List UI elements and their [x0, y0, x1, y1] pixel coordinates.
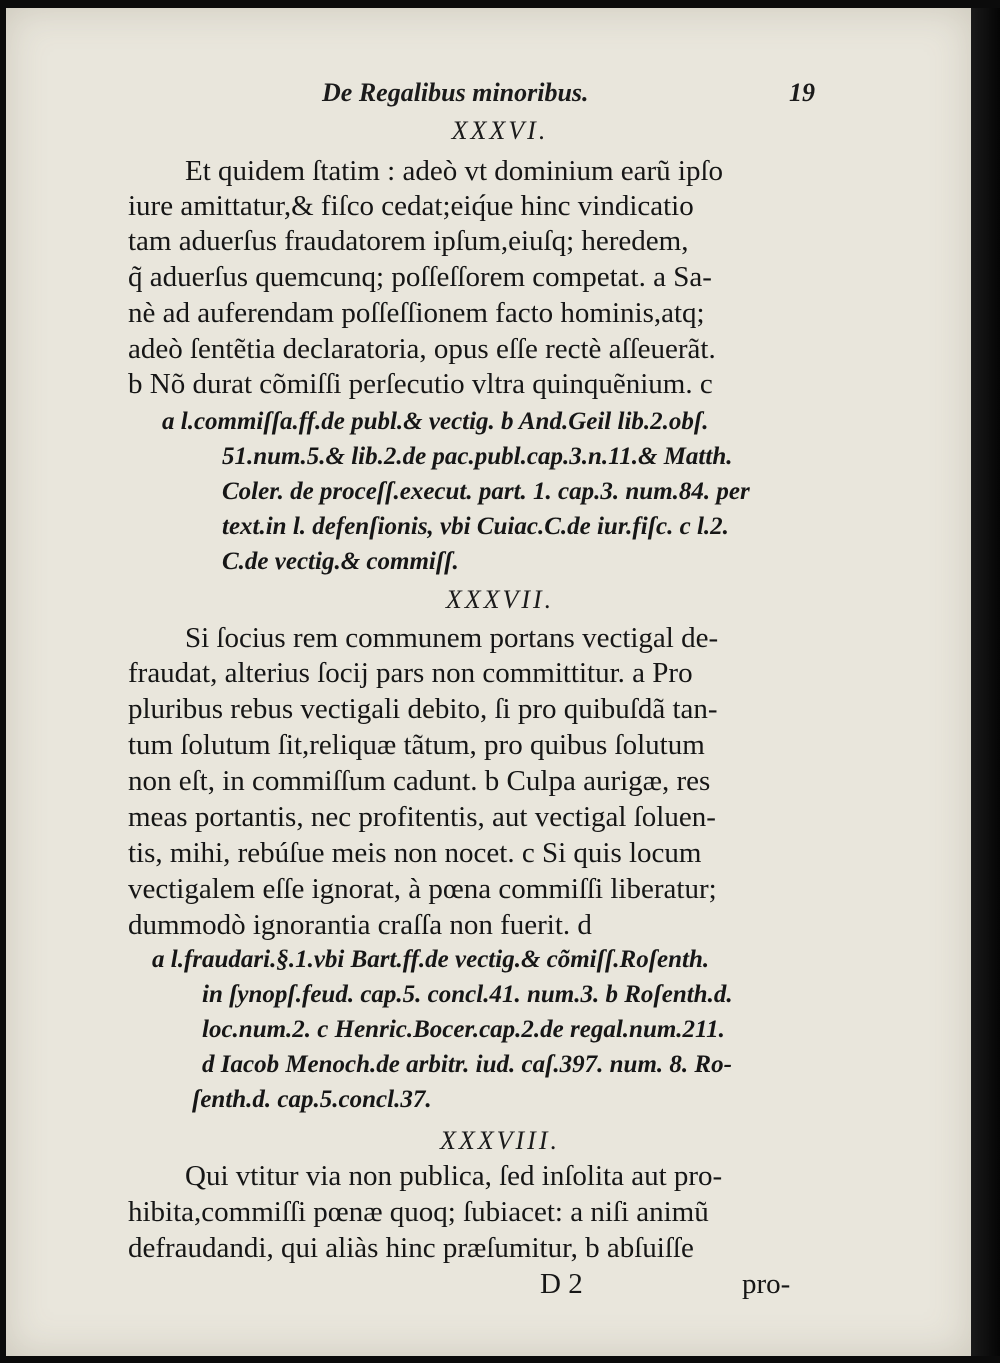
body-line: hibita,commiſſi pœnæ quoq; ſubiacet: a niſi animũ	[128, 1196, 709, 1228]
body-line: tam aduerſus fraudatorem ipſum,eiuſq; heredem,	[128, 225, 689, 257]
footnote-line: loc.num.2. c Henric.Bocer.cap.2.de regal.num.211.	[202, 1016, 725, 1043]
body-line: fraudat, alterius ſocij pars non committitur. a Pro	[128, 657, 693, 689]
catchword: pro-	[742, 1268, 791, 1300]
footnote-line: d Iacob Menoch.de arbitr. iud. caſ.397. num. 8. Ro-	[202, 1051, 732, 1078]
footnote-line: 51.num.5.& lib.2.de pac.publ.cap.3.n.11.& Matth.	[222, 443, 733, 470]
body-line: Et quidem ſtatim : adeò vt dominium earũ ipſo	[185, 155, 724, 187]
body-line: b Nõ durat cõmiſſi perſecutio vltra quinquẽnium. c	[128, 368, 713, 400]
body-line: dummodò ignorantia craſſa non fuerit. d	[128, 909, 592, 941]
footnote-line: Coler. de proceſſ.execut. part. 1. cap.3. num.84. per	[222, 478, 750, 505]
section-heading-38: XXXVIII.	[439, 1126, 560, 1155]
body-line: adeò ſentẽtia declaratoria, opus eſſe rectè aſſeuerãt.	[128, 333, 716, 365]
section-heading-36: XXXVI.	[451, 116, 549, 145]
footnote-line: text.in l. defenſionis, vbi Cuiac.C.de iur.fiſc. c l.2.	[222, 513, 729, 540]
section-heading-37: XXXVII.	[445, 585, 555, 614]
body-line: non eſt, in commiſſum cadunt. b Culpa aurigæ, res	[128, 765, 711, 797]
body-line: pluribus rebus vectigali debito, ſi pro quibuſdã tan-	[128, 693, 718, 725]
footnote-line: a l.commiſſa.ff.de publ.& vectig. b And.Geil lib.2.obſ.	[162, 408, 709, 435]
signature-mark: D 2	[540, 1268, 583, 1300]
body-line: Si ſocius rem communem portans vectigal de-	[185, 622, 719, 654]
body-line: tis, mihi, rebúſue meis non nocet. c Si quis locum	[128, 837, 702, 869]
page-number: 19	[789, 78, 815, 107]
body-line: meas portantis, nec profitentis, aut vectigal ſoluen-	[128, 801, 716, 833]
body-line: defraudandi, qui aliàs hinc præſumitur, b abſuiſſe	[128, 1232, 694, 1264]
running-title: De Regalibus minoribus.	[322, 78, 589, 107]
body-line: iure amittatur,& fiſco cedat;eiq́ue hinc vindicatio	[128, 190, 694, 222]
body-line: vectigalem eſſe ignorat, à pœna commiſſi liberatur;	[128, 873, 717, 905]
footnote-line: ſenth.d. cap.5.concl.37.	[192, 1086, 432, 1113]
body-line: tum ſolutum ſit,reliquæ tãtum, pro quibus ſolutum	[128, 729, 705, 761]
footnote-line: C.de vectig.& commiſſ.	[222, 548, 459, 575]
body-line: nè ad auferendam poſſeſſionem facto hominis,atq;	[128, 297, 705, 329]
page-header	[300, 78, 815, 112]
body-line: Qui vtitur via non publica, ſed inſolita aut pro-	[185, 1160, 723, 1192]
footnote-line: in ſynopſ.feud. cap.5. concl.41. num.3. b Roſenth.d.	[202, 981, 733, 1008]
body-line: q̃ aduerſus quemcunq; poſſeſſorem competat. a Sa-	[128, 261, 712, 293]
footnote-line: a l.fraudari.§.1.vbi Bart.ff.de vectig.& cõmiſſ.Roſenth.	[152, 946, 710, 973]
